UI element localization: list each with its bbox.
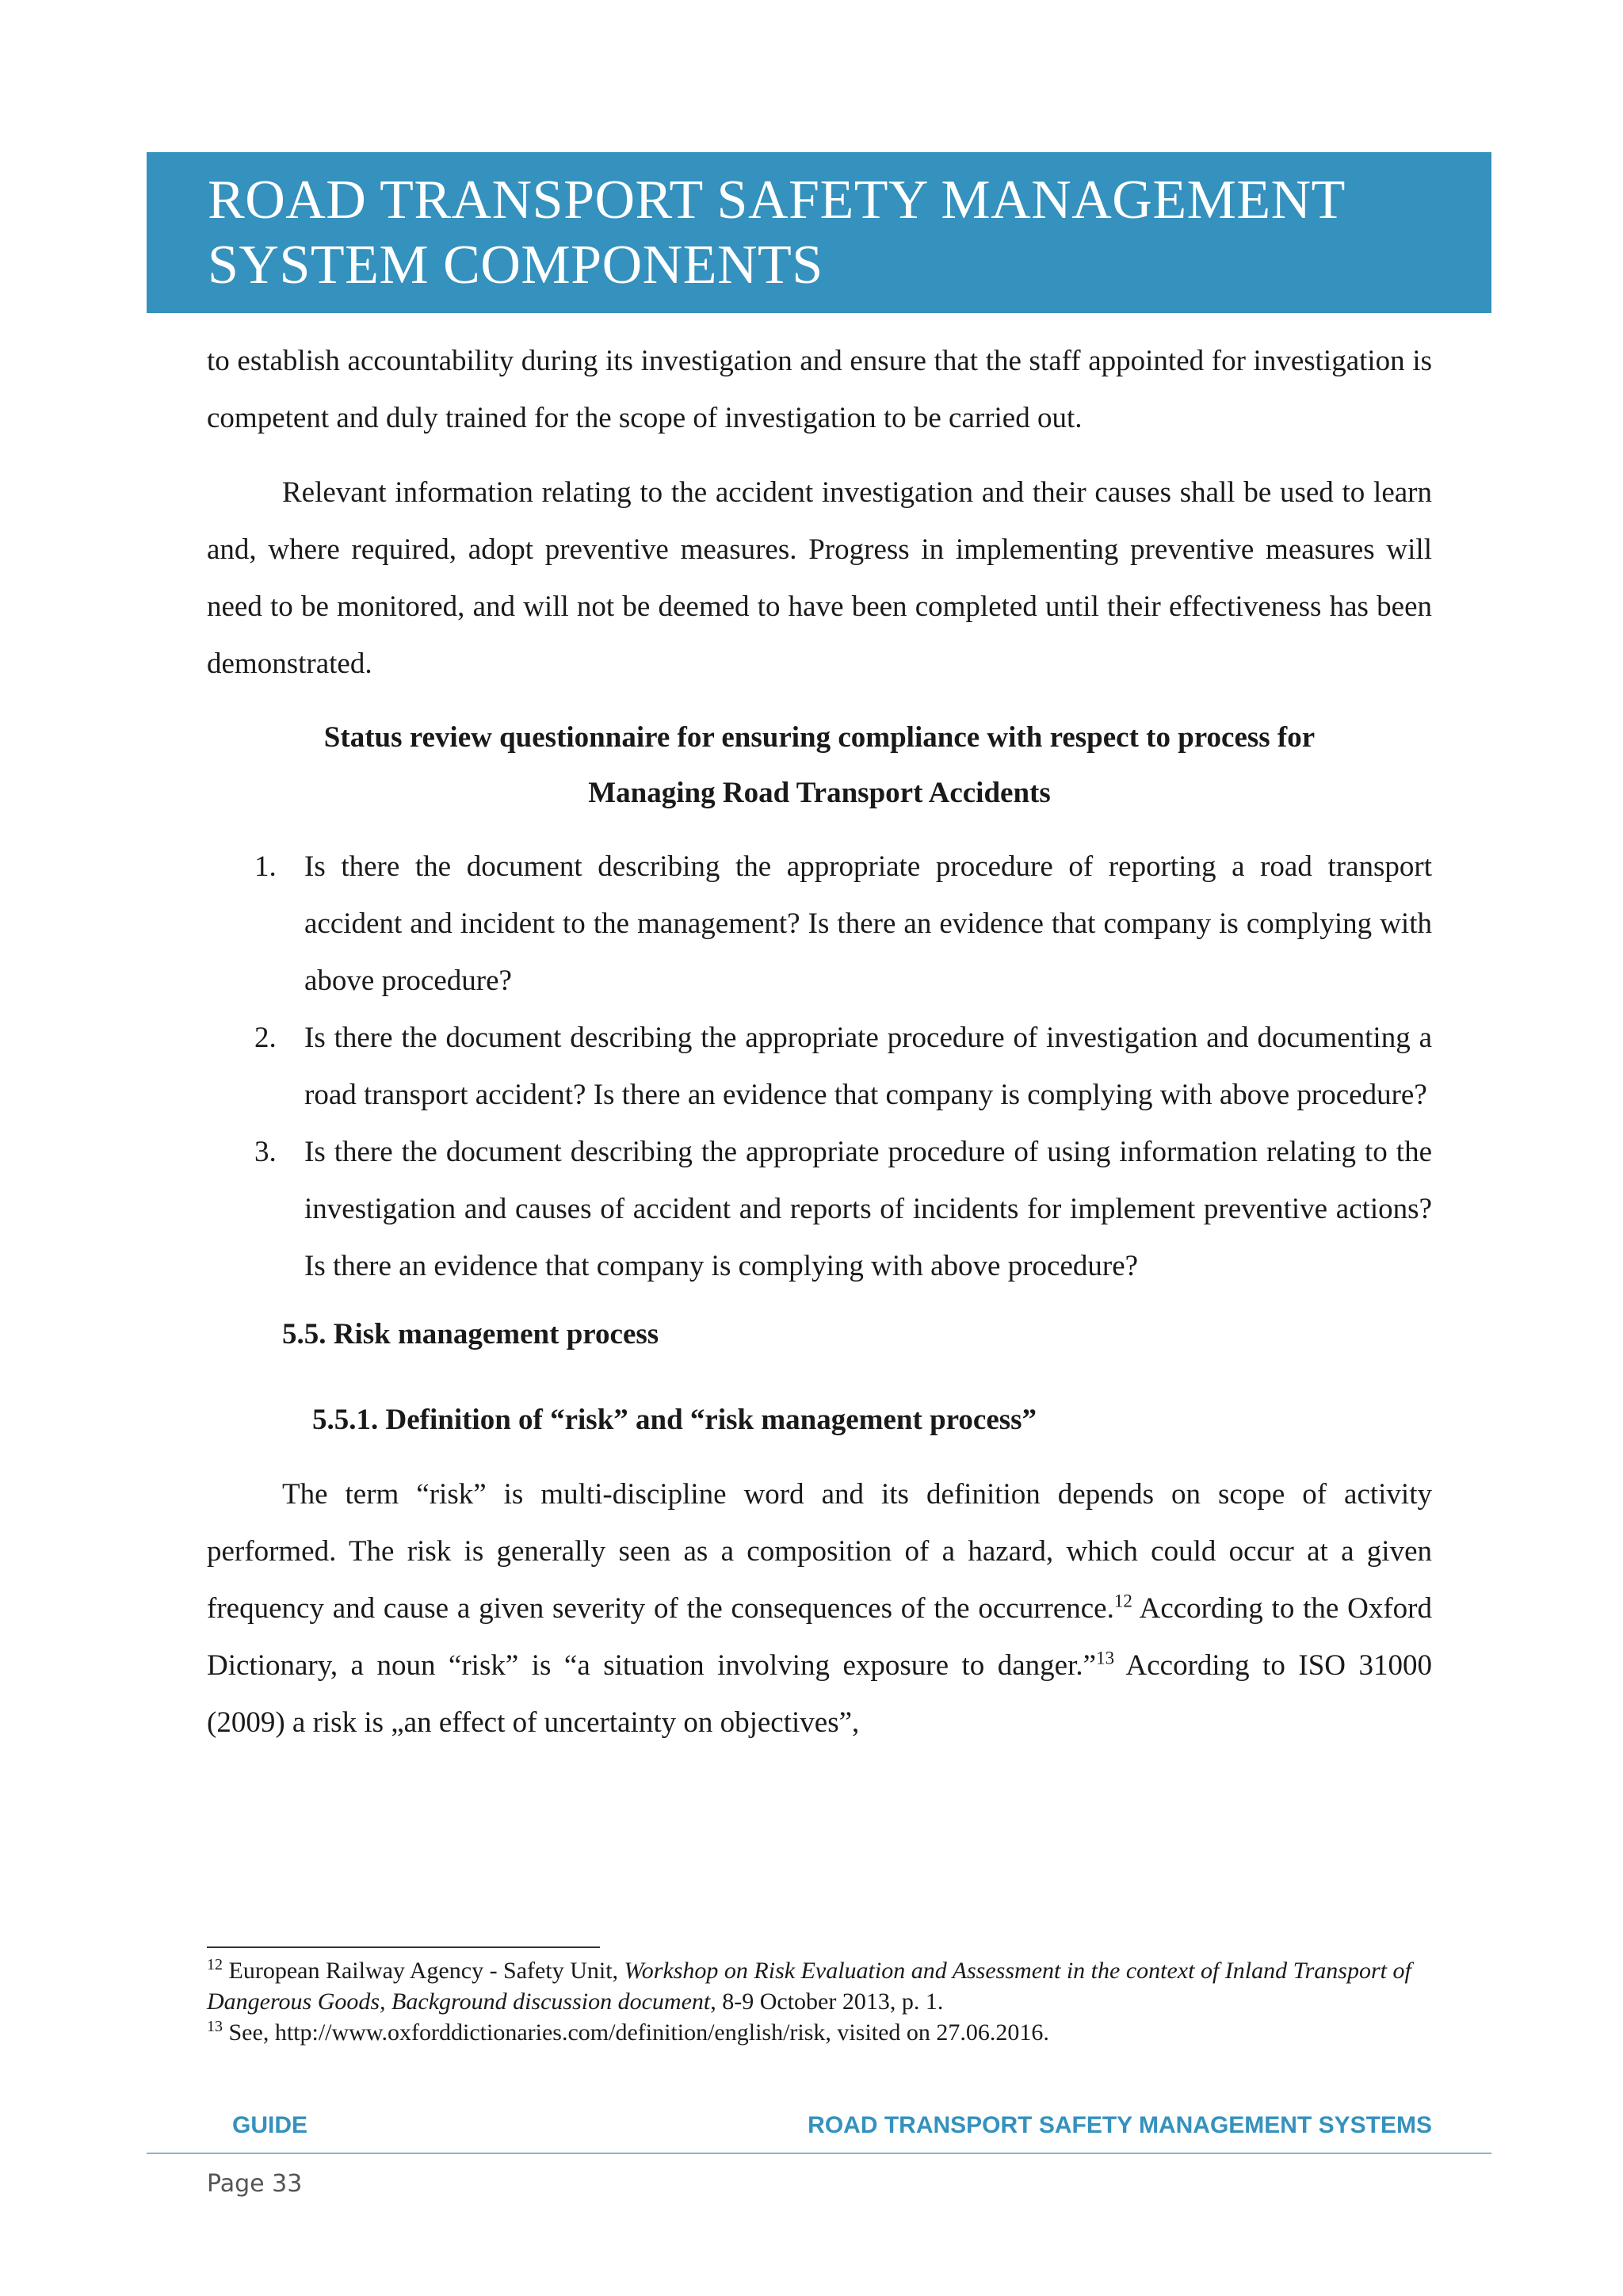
footnote-text: European Railway Agency - Safety Unit, xyxy=(223,1958,624,1984)
list-item xyxy=(207,1124,1432,1295)
footnote-number: 13 xyxy=(207,2018,223,2035)
paragraph-relevant-information: Relevant information relating to the accident investigation and their causes shall be used to learn and, where required, adopt preventive measures. Progress in implementing preventive measures will need to be monitored, and will not be deemed to have been completed until their effectiveness has been demonstrated. xyxy=(207,476,1432,680)
chapter-title-line-1: ROAD TRANSPORT SAFETY MANAGEMENT xyxy=(208,170,1346,231)
list-item-number: 1. xyxy=(254,850,277,883)
list-item xyxy=(207,1010,1432,1124)
questionnaire-heading xyxy=(207,710,1432,821)
questionnaire-list xyxy=(207,839,1432,1295)
section-heading: 5.5. Risk management process xyxy=(282,1318,659,1350)
footnote-13 xyxy=(207,2017,1432,2048)
footnote-ref-13[interactable]: 13 xyxy=(1096,1648,1115,1668)
page-number: Page 33 xyxy=(207,2170,303,2198)
risk-text-part-2: According to the Oxford Dictionary, a noun “risk” is “a situation involving exposure to danger.” xyxy=(207,1592,1432,1682)
footnote-text: See, http://www.oxforddictionaries.com/definition/english/risk, visited on 27.06.2016. xyxy=(223,2019,1049,2046)
risk-text-part-3: According to ISO 31000 (2009) a risk is „an effect of uncertainty on objectives”, xyxy=(207,1649,1432,1739)
footnote-number: 12 xyxy=(207,1956,223,1973)
footnote-12 xyxy=(207,1955,1432,2017)
list-item xyxy=(207,839,1432,1010)
footnote-ref-12[interactable]: 12 xyxy=(1113,1591,1132,1611)
footnote-title: Workshop on Risk Evaluation and Assessment in the context of Inland Transport of Dangerous Goods, Background discussion document xyxy=(207,1958,1411,2015)
list-item-number: 3. xyxy=(254,1136,277,1168)
chapter-title xyxy=(208,168,1491,298)
list-item-number: 2. xyxy=(254,1022,277,1054)
chapter-banner xyxy=(147,152,1491,313)
footer-divider xyxy=(147,2153,1491,2154)
list-item-text: Is there the document describing the appropriate procedure of reporting a road transport accident and incident to the management? Is there an evidence that company is complying with above procedure? xyxy=(304,850,1432,997)
list-item-text: Is there the document describing the appropriate procedure of investigation and documenting a road transport accident? Is there an evidence that company is complying with above procedure? xyxy=(304,1022,1432,1111)
footnotes xyxy=(207,1955,1432,2048)
footnote-divider xyxy=(207,1946,600,1948)
questionnaire-heading-line-2: Managing Road Transport Accidents xyxy=(588,777,1051,809)
footer-guide-label: GUIDE xyxy=(232,2112,308,2138)
page-body xyxy=(207,333,1432,1752)
page-footer xyxy=(147,2112,1432,2152)
footer-document-title: ROAD TRANSPORT SAFETY MANAGEMENT SYSTEMS xyxy=(808,2112,1432,2138)
chapter-title-line-2: SYSTEM COMPONENTS xyxy=(208,235,823,296)
list-item-text: Is there the document describing the appropriate procedure of using information relating to the investigation and causes of accident and reports of incidents for implement preventive actions? Is there an evidence that company is complying with above procedure? xyxy=(304,1136,1432,1282)
subsection-heading: 5.5.1. Definition of “risk” and “risk management process” xyxy=(312,1404,1037,1436)
risk-text-part-1: The term “risk” is multi-discipline word and its definition depends on scope of activity performed. The risk is generally seen as a composition of a hazard, which could occur at a given frequency and cause a given severity of the consequences of the occurrence. xyxy=(207,1478,1432,1625)
questionnaire-heading-line-1: Status review questionnaire for ensuring compliance with respect to process for xyxy=(323,721,1316,754)
paragraph-risk-definition xyxy=(207,1466,1432,1752)
footnote-text-end: , 8-9 October 2013, p. 1. xyxy=(710,1988,944,2015)
paragraph-continued: to establish accountability during its investigation and ensure that the staff appointed for investigation is competent and duly trained for the scope of investigation to be carried out. xyxy=(207,345,1432,434)
